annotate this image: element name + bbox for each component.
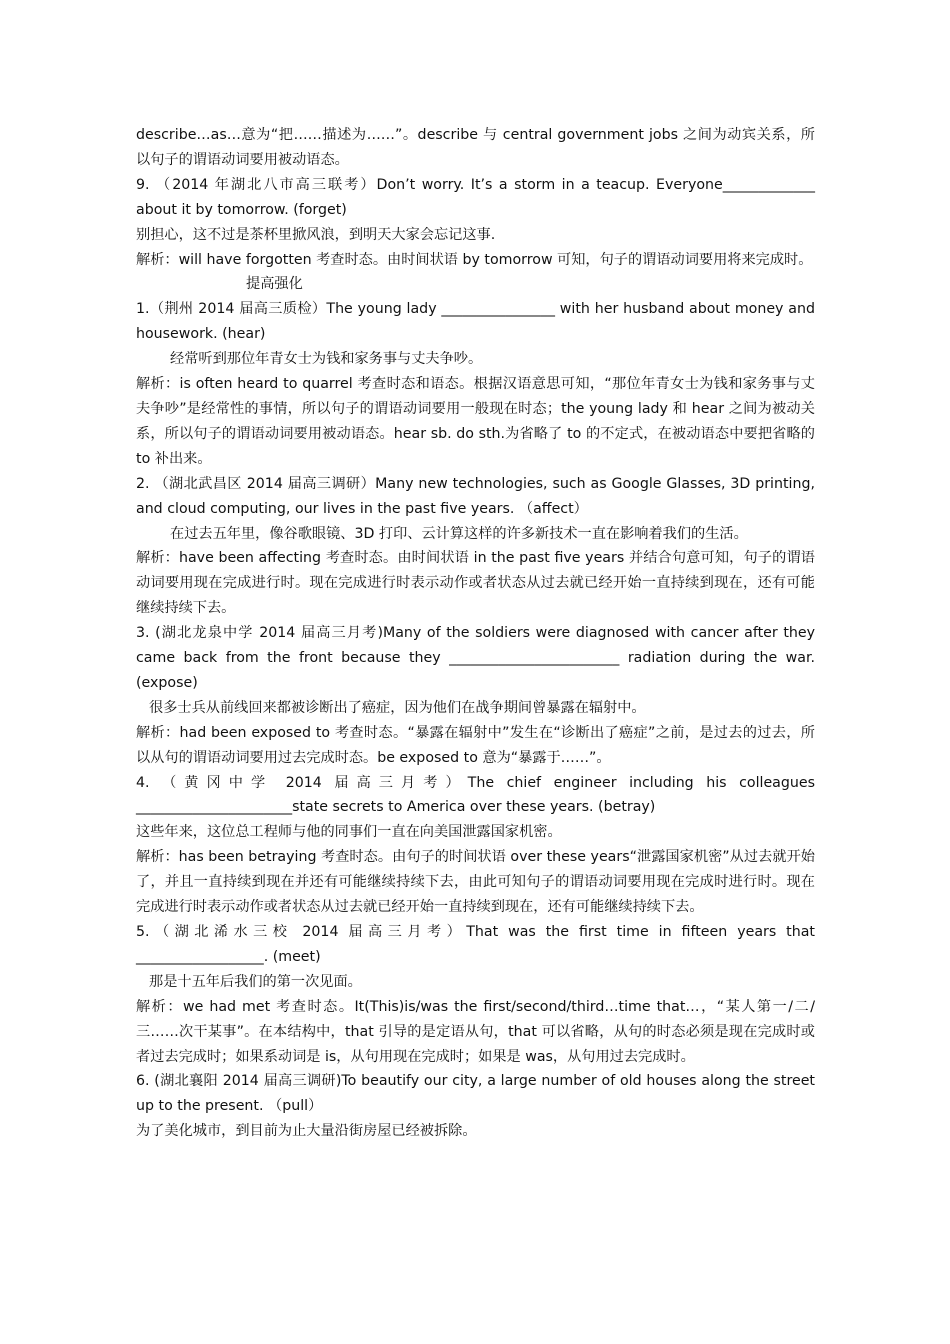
item-5-translation: 那是十五年后我们的第一次见面。 [149, 973, 362, 990]
item-2-translation: 在过去五年里，像谷歌眼镜、3D 打印、云计算这样的许多新技术一直在影响着我们的生活。 [170, 525, 748, 542]
q9-question: 9. （2014 年湖北八市高三联考）Don’t worry. It’s a storm in a teacup. Everyone_____________ about it by tomorrow. (forget) [136, 176, 815, 218]
q9-analysis: 解析：will have forgotten 考查时态。由时间状语 by tomorrow 可知，句子的谓语动词要用将来完成时。 [136, 251, 813, 268]
q9-translation: 别担心，这不过是茶杯里掀风浪，到明天大家会忘记这事. [136, 226, 496, 243]
section-heading: 提高强化 [246, 276, 303, 293]
item-3-translation: 很多士兵从前线回来都被诊断出了癌症，因为他们在战争期间曾暴露在辐射中。 [149, 699, 646, 716]
item-1-translation: 经常听到那位年青女士为钱和家务事与丈夫争吵。 [170, 351, 483, 368]
item-6-question: 6. (湖北襄阳 2014 届高三调研)To beautify our city, a large number of old houses along the street up to the present. （pull） [136, 1073, 815, 1115]
item-2-analysis: 解析：have been affecting 考查时态。由时间状语 in the past five years 并结合句意可知，句子的谓语动词要用现在完成进行时。现在完成进行时表示动作或者状态从过去就已经开始一直持续到现在，还有可能继续持续下去。 [136, 550, 815, 617]
item-1-analysis: 解析：is often heard to quarrel 考查时态和语态。根据汉语意思可知，“那位年青女士为钱和家务事与丈夫争吵”是经常性的事情，所以句子的谓语动词要用一般现在时态；the young lady 和 hear 之间为被动关系，所以句子的谓语动词要用被动语态。hear sb. do sth.为省略了 to 的不定式，在被动语态中要把省略的 to 补出来。 [136, 376, 815, 467]
item-3-analysis: 解析：had been exposed to 考查时态。“暴露在辐射中”发生在“诊断出了癌症”之前，是过去的过去，所以从句的谓语动词要用过去完成时态。be exposed to 意为“暴露于……”。 [136, 724, 815, 766]
item-4-translation: 这些年来，这位总工程师与他的同事们一直在向美国泄露国家机密。 [136, 824, 562, 841]
item-5-analysis: 解析：we had met 考查时态。It(This)is/was the first/second/third…time that…，“某人第一/二/三……次干某事”。在本结构中，that 引导的是定语从句，that 可以省略，从句的时态必须是现在完成时或者过去完成时；如果系动词是 is，从句用现在完成时；如果是 was，从句用过去完成时。 [136, 998, 815, 1065]
item-6-translation: 为了美化城市，到目前为止大量沿街房屋已经被拆除。 [136, 1123, 477, 1140]
document-body [136, 123, 815, 1144]
item-2-question: 2. （湖北武昌区 2014 届高三调研）Many new technologies, such as Google Glasses, 3D printing, and cloud computing, our lives in the past five years. （affect） [136, 475, 815, 517]
item-5-question: 5.（湖北浠水三校 2014 届高三月考）That was the first time in fifteen years that __________________. (meet) [136, 924, 815, 965]
intro-paragraph: describe…as…意为“把……描述为……”。describe 与 central government jobs 之间为动宾关系，所以句子的谓语动词要用被动语态。 [136, 127, 815, 168]
item-1-question: 1.（荆州 2014 届高三质检）The young lady ________________ with her husband about money and housework. (hear) [136, 301, 815, 343]
item-3-question: 3. (湖北龙泉中学 2014 届高三月考)Many of the soldiers were diagnosed with cancer after they came back from the front because they ________________________ radiation during the war. (expose) [136, 625, 815, 691]
item-4-question: 4. （黄冈中学 2014 届高三月考）The chief engineer including his colleagues ______________________state secrets to America over these years. (betray) [136, 774, 815, 816]
item-4-analysis: 解析：has been betraying 考查时态。由句子的时间状语 over these years“泄露国家机密”从过去就开始了，并且一直持续到现在并还有可能继续持续下去，由此可知句子的谓语动词要用现在完成时进行时。现在完成进行时表示动作或者状态从过去就已经开始一直持续到现在，还有可能继续持续下去。 [136, 849, 815, 916]
